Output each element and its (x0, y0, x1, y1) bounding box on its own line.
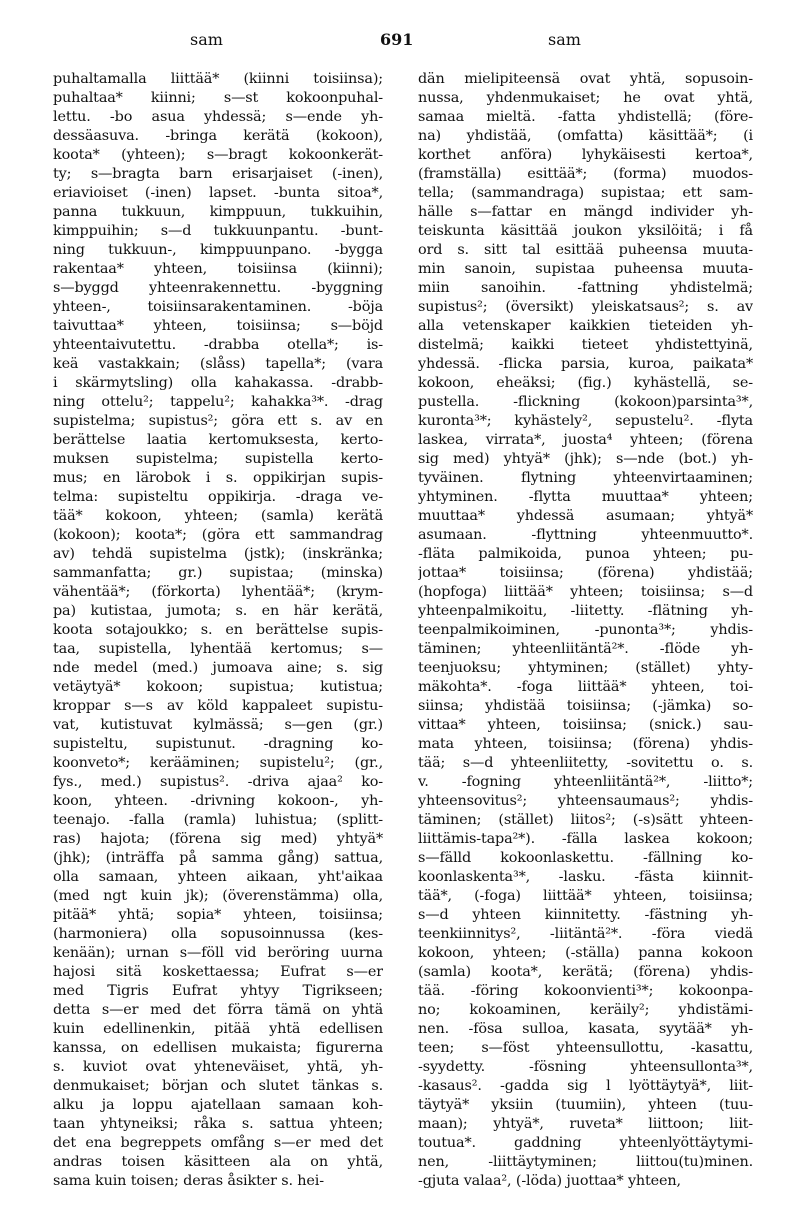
text-line: tää. -föring kokoonvienti³*; kokoonpa- (418, 983, 753, 999)
text-line: (harmoniera) olla sopusoinnussa (kes- (53, 926, 383, 942)
text-line: teenajo. -falla (ramla) luhistua; (splitt- (53, 812, 383, 828)
text-line: (med ngt kuin jk); (överenstämma) olla, (53, 888, 383, 904)
text-line: yhteenpalmikoitu, -liitetty. -flätning yh- (418, 603, 753, 619)
text-line: nen, -liittäytyminen; liittou(tu)minen. (418, 1154, 753, 1170)
text-line: kroppar s—s av köld kappaleet supistu- (53, 698, 383, 714)
text-line: ty; s—bragta barn erisarjaiset (-inen), (53, 166, 383, 182)
text-line: andras toisen käsitteen ala on yhtä, (53, 1154, 383, 1170)
text-line: tää* kokoon, yhteen; (samla) kerätä (53, 508, 383, 524)
text-line: asumaan. -flyttning yhteenmuutto*. (418, 527, 753, 543)
text-line: yhtyminen. -flytta muuttaa* yhteen; (418, 489, 753, 505)
text-line: dessäasuva. -bringa kerätä (kokoon), (53, 128, 383, 144)
text-line: pustella. -flickning (kokoon)parsinta³*, (418, 394, 753, 410)
text-line: min sanoin, supistaa puheensa muuta- (418, 261, 753, 277)
text-line: samaa mieltä. -fatta yhdistellä; (före- (418, 109, 753, 125)
text-line: av) tehdä supistelma (jstk); (inskränka; (53, 546, 383, 562)
text-line: pitää* yhtä; sopia* yhteen, toisiinsa; (53, 907, 383, 923)
text-line: koota* (yhteen); s—bragt kokoonkerät- (53, 147, 383, 163)
text-line: kanssa, on edellisen mukaista; figurerna (53, 1040, 383, 1056)
text-line: supisteltu, supistunut. -dragning ko- (53, 736, 383, 752)
text-line: lettu. -bo asua yhdessä; s—ende yh- (53, 109, 383, 125)
text-line: s—fälld kokoonlaskettu. -fällning ko- (418, 850, 753, 866)
text-line: puhaltamalla liittää* (kiinni toisiinsa); (53, 71, 383, 87)
text-line: s—byggd yhteenrakennettu. -byggning (53, 280, 383, 296)
text-line: taa, supistella, lyhentää kertomus; s— (53, 641, 383, 657)
text-line: olla samaan, yhteen aikaan, yht'aikaa (53, 869, 383, 885)
text-line: teiskunta käsittää joukon yksilöitä; i få (418, 223, 753, 239)
text-line: no; kokoaminen, keräily²; yhdistämi- (418, 1002, 753, 1018)
text-line: nde medel (med.) jumoava aine; s. sig (53, 660, 383, 676)
text-line: sama kuin toisen; deras åsikter s. hei- (53, 1173, 324, 1189)
text-line: mäkohta*. -foga liittää* yhteen, toi- (418, 679, 753, 695)
text-line: fys., med.) supistus². -driva ajaa² ko- (53, 774, 383, 790)
text-line: (framställa) esittää*; (forma) muodos- (418, 166, 753, 182)
text-line: kenään); urnan s—föll vid beröring uurna (53, 945, 383, 961)
text-line: -syydetty. -fösning yhteensullonta³*, (418, 1059, 753, 1075)
text-line: teenkiinnitys², -liitäntä²*. -föra viedä (418, 926, 753, 942)
right-column (418, 70, 753, 1210)
text-line: kuronta³*; kyhästely², sepustelu². -flyta (418, 413, 753, 429)
header-right-guideword: sam (548, 30, 581, 49)
page-header (0, 30, 800, 54)
text-line: supistelma; supistus²; göra ett s. av en (53, 413, 383, 429)
text-line: puhaltaa* kiinni; s—st kokoonpuhal- (53, 90, 383, 106)
text-line: miin sanoihin. -fattning yhdistelmä; (418, 280, 753, 296)
text-line: muuttaa* yhdessä asumaan; yhtyä* (418, 508, 753, 524)
text-line: telma: supisteltu oppikirja. -draga ve- (53, 489, 383, 505)
text-line: panna tukkuun, kimppuun, tukkuihin, (53, 204, 383, 220)
text-line: med Tigris Eufrat yhtyy Tigrikseen; (53, 983, 383, 999)
text-line: koonveto*; kerääminen; supistelu²; (gr., (53, 755, 383, 771)
text-line: täminen; (stället) liitos²; (-s)sätt yhteen- (418, 812, 753, 828)
text-line: jottaa* toisiinsa; (förena) yhdistää; (418, 565, 753, 581)
text-line: distelmä; kaikki tieteet yhdistettyinä, (418, 337, 753, 353)
text-line: detta s—er med det förra tämä on yhtä (53, 1002, 383, 1018)
text-line: laskea, virrata*, juosta⁴ yhteen; (förena (418, 432, 753, 448)
text-line: muksen supistelma; supistella kerto- (53, 451, 383, 467)
text-line: eriavioiset (-inen) lapset. -bunta sitoa*, (53, 185, 383, 201)
text-line: vat, kutistuvat kylmässä; s—gen (gr.) (53, 717, 383, 733)
text-line: tella; (sammandraga) supistaa; ett sam- (418, 185, 753, 201)
text-line: (hopfoga) liittää* yhteen; toisiinsa; s—d (418, 584, 753, 600)
text-line: mata yhteen, toisiinsa; (förena) yhdis- (418, 736, 753, 752)
page-number: 691 (380, 30, 414, 49)
text-line: kuin edellinenkin, pitää yhtä edellisen (53, 1021, 383, 1037)
text-line: ord s. sitt tal esittää puheensa muuta- (418, 242, 753, 258)
text-line: toutua*. gaddning yhteenlyöttäytymi- (418, 1135, 753, 1151)
text-line: koonlaskenta³*, -lasku. -fästa kiinnit- (418, 869, 753, 885)
text-line: s—d yhteen kiinnitetty. -fästning yh- (418, 907, 753, 923)
text-line: berättelse laatia kertomuksesta, kerto- (53, 432, 383, 448)
text-line: kokoon, eheäksi; (fig.) kyhästellä, se- (418, 375, 753, 391)
text-line: teenjuoksu; yhtyminen; (stället) yhty- (418, 660, 753, 676)
text-line: alla vetenskaper kaikkien tieteiden yh- (418, 318, 753, 334)
text-line: taivuttaa* yhteen, toisiinsa; s—böjd (53, 318, 383, 334)
text-line: (samla) koota*, kerätä; (förena) yhdis- (418, 964, 753, 980)
text-line: korthet anföra) lyhykäisesti kertoa*, (418, 147, 753, 163)
text-line: yhdessä. -flicka parsia, kuroa, paikata* (418, 356, 753, 372)
text-line: alku ja loppu ajatellaan samaan koh- (53, 1097, 383, 1113)
text-line: ras) hajota; (förena sig med) yhtyä* (53, 831, 383, 847)
text-line: koota sotajoukko; s. en berättelse supis- (53, 622, 383, 638)
text-line: (jhk); (inträffa på samma gång) sattua, (53, 850, 383, 866)
text-line: v. -fogning yhteenliitäntä²*, -liitto*; (418, 774, 753, 790)
text-line: kokoon, yhteen; (-ställa) panna kokoon (418, 945, 753, 961)
text-line: vittaa* yhteen, toisiinsa; (snick.) sau- (418, 717, 753, 733)
text-line: (kokoon); koota*; (göra ett sammandrag (53, 527, 383, 543)
text-line: -kasaus². -gadda sig l lyöttäytyä*, liit- (418, 1078, 753, 1094)
text-line: ning ottelu²; tappelu²; kahakka³*. -drag (53, 394, 383, 410)
text-line: nussa, yhdenmukaiset; he ovat yhtä, (418, 90, 753, 106)
text-line: teen; s—föst yhteensullottu, -kasattu, (418, 1040, 753, 1056)
text-line: maan); yhtyä*, ruveta* liittoon; liit- (418, 1116, 753, 1132)
text-line: tyväinen. flytning yhteenvirtaaminen; (418, 470, 753, 486)
text-line: yhteensovitus²; yhteensaumaus²; yhdis- (418, 793, 753, 809)
text-line: koon, yhteen. -drivning kokoon-, yh- (53, 793, 383, 809)
text-line: mus; en lärobok i s. oppikirjan supis- (53, 470, 383, 486)
text-line: hälle s—fattar en mängd individer yh- (418, 204, 753, 220)
text-line: rakentaa* yhteen, toisiinsa (kiinni); (53, 261, 383, 277)
header-left-guideword: sam (190, 30, 223, 49)
text-line: pa) kutistaa, jumota; s. en här kerätä, (53, 603, 383, 619)
text-line: vetäytyä* kokoon; supistua; kutistua; (53, 679, 383, 695)
text-line: i skärmytsling) olla kahakassa. -drabb- (53, 375, 383, 391)
text-line: dän mielipiteensä ovat yhtä, sopusoin- (418, 71, 753, 87)
text-line: -fläta palmikoida, punoa yhteen; pu- (418, 546, 753, 562)
text-line: vähentää*; (förkorta) lyhentää*; (krym- (53, 584, 383, 600)
text-line: supistus²; (översikt) yleiskatsaus²; s. av (418, 299, 753, 315)
text-line: keä vastakkain; (slåss) tapella*; (vara (53, 356, 383, 372)
text-line: täytyä* yksiin (tuumiin), yhteen (tuu- (418, 1097, 753, 1113)
text-line: hajosi sitä koskettaessa; Eufrat s—er (53, 964, 383, 980)
text-line: -gjuta valaa², (-löda) juottaa* yhteen, (418, 1173, 681, 1189)
text-line: sig med) yhtyä* (jhk); s—nde (bot.) yh- (418, 451, 753, 467)
text-line: siinsa; yhdistää toisiinsa; (-jämka) so- (418, 698, 753, 714)
text-line: yhteen-, toisiinsarakentaminen. -böja (53, 299, 383, 315)
text-line: denmukaiset; början och slutet tänkas s. (53, 1078, 383, 1094)
text-line: det ena begreppets omfång s—er med det (53, 1135, 383, 1151)
text-line: tää; s—d yhteenliitetty, -sovitettu o. s. (418, 755, 753, 771)
text-line: täminen; yhteenliitäntä²*. -flöde yh- (418, 641, 753, 657)
text-line: na) yhdistää, (omfatta) käsittää*; (i (418, 128, 753, 144)
text-line: yhteentaivutettu. -drabba otella*; is- (53, 337, 383, 353)
text-line: sammanfatta; gr.) supistaa; (minska) (53, 565, 383, 581)
text-line: nen. -fösa sulloa, kasata, syytää* yh- (418, 1021, 753, 1037)
text-line: ning tukkuun-, kimppuunpano. -bygga (53, 242, 383, 258)
text-line: taan yhtyneiksi; råka s. sattua yhteen; (53, 1116, 383, 1132)
text-line: tää*, (-foga) liittää* yhteen, toisiinsa; (418, 888, 753, 904)
text-line: liittämis-tapa²*). -fälla laskea kokoon; (418, 831, 753, 847)
left-column (53, 70, 383, 1210)
text-line: kimppuihin; s—d tukkuunpantu. -bunt- (53, 223, 383, 239)
text-line: s. kuviot ovat yhteneväiset, yhtä, yh- (53, 1059, 383, 1075)
text-line: teenpalmikoiminen, -punonta³*; yhdis- (418, 622, 753, 638)
